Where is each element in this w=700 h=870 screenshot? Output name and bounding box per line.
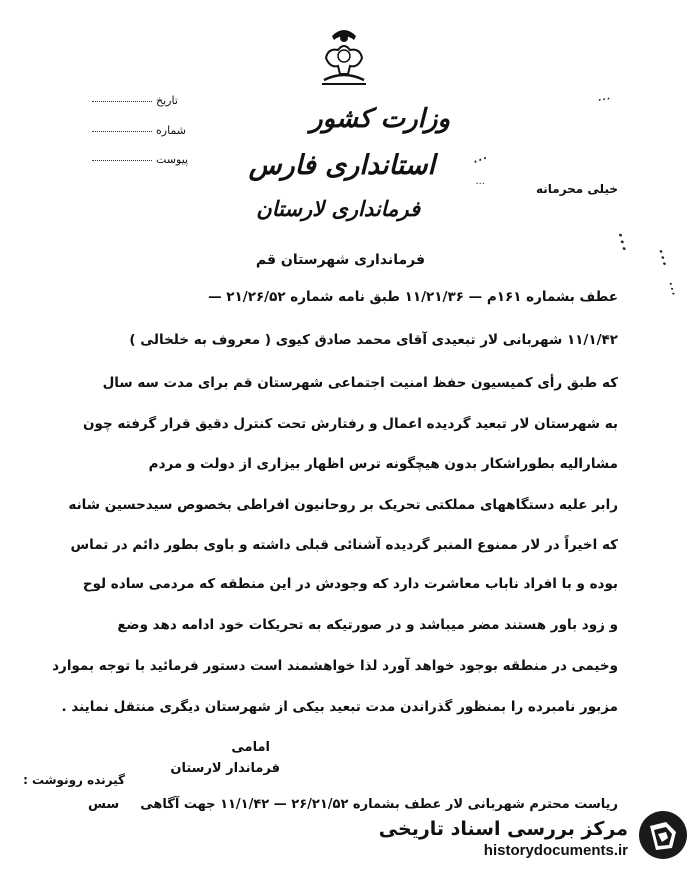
attachment-label: پیوست xyxy=(156,153,189,166)
letterhead-ministry: وزارت کشور xyxy=(310,104,450,134)
body-line: ۱۱/۱/۴۲ شهربانی لار تبعیدی آقای محمد صادق کیوی ( معروف به خلخالی ) xyxy=(129,332,618,348)
handwritten-note: ... xyxy=(595,87,612,105)
addressee: فرمانداری شهرستان قم xyxy=(255,252,425,268)
handwritten-margin-note: ... xyxy=(654,243,683,269)
body-line: بوده و با افراد ناباب معاشرت دارد که وجودش در این منطقه که مردمی ساده لوح xyxy=(82,576,618,592)
handwritten-margin-note: ... xyxy=(612,227,643,254)
watermark-url: historydocuments.ir xyxy=(483,842,628,859)
body-line: رابر علیه دستگاههای مملکتی تحریک بر روحانیون افراطی بخصوص سیدحسین شانه xyxy=(68,497,618,513)
body-line: که طبق رأی کمیسیون حفظ امنیت اجتماعی شهرستان قم برای مدت سه سال xyxy=(102,375,618,391)
attachment-field xyxy=(92,153,188,166)
body-line: مزبور نامبرده را بمنظور گذراندن مدت تبعید بیکی از شهرستان دیگری منتقل نمایند . xyxy=(61,699,618,715)
number-label: شماره xyxy=(156,124,187,137)
handwritten-note: ... xyxy=(467,143,489,168)
body-line: عطف بشماره ۱۶۱م — ۱۱/۲۱/۳۶ طبق نامه شماره ۲۱/۲۶/۵۲ — xyxy=(208,289,618,305)
copy-recipient-line-end: سس xyxy=(88,797,120,812)
signatory-name: امامی xyxy=(231,740,270,755)
letterhead-office: فرمانداری لارستان xyxy=(256,196,420,221)
classification-label: خیلی محرمانه xyxy=(535,182,618,196)
date-label: تاریخ xyxy=(156,94,178,107)
body-line: مشارالیه بطوراشکار بدون هیچگونه ترس اظهار بیزاری از دولت و مردم xyxy=(148,456,618,472)
body-line: و زود باور هستند مضر میباشد و در صورتیکه به تحریکات خود ادامه دهد وضع xyxy=(117,617,618,633)
copy-recipient-line: ریاست محترم شهربانی لار عطف بشماره ۲۶/۲۱/۵۲ — ۱۱/۱/۴۲ جهت آگاهی xyxy=(140,797,618,812)
handwritten-note: ... xyxy=(475,176,485,187)
date-field xyxy=(92,94,178,107)
signatory-title: فرماندار لارستان xyxy=(170,761,280,776)
lion-and-sun-emblem xyxy=(318,24,370,86)
handwritten-margin-note: ... xyxy=(665,277,688,298)
letterhead-governorate: استانداری فارس xyxy=(248,150,435,181)
watermark-logo-icon xyxy=(636,808,690,862)
body-line: وخیمی در منطقه بوجود خواهد آورد لذا خواهشمند است دستور فرمائید با توجه بموارد xyxy=(52,658,618,674)
body-line: به شهرستان لار تبعید گردیده اعمال و رفتارش تحت کنترل دقیق قرار گرفته چون xyxy=(83,416,618,432)
body-line: که اخیراً در لار ممنوع المنبر گردیده آشنائی قبلی داشته و باوی بطور دائم در تماس xyxy=(70,537,618,553)
watermark-persian: مرکز بررسی اسناد تاریخی xyxy=(378,818,628,840)
number-field xyxy=(92,124,186,137)
copy-recipient-label: گیرنده رونوشت : xyxy=(23,773,125,787)
